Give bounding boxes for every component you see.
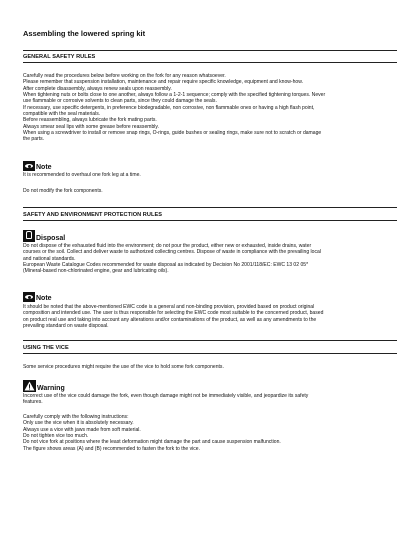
section-divider (23, 220, 397, 221)
eye-icon (23, 161, 35, 171)
text-line: and national standards. (23, 255, 76, 262)
text-line: (Mineral-based non-chlorinated engine, gear and lubricating oils). (23, 268, 169, 275)
text-line: Only use the vice when it is absolutely necessary. (23, 420, 134, 427)
text-line: Please remember that suspension installation, maintenance and repair require specific knowledge, equipment and know-how. (23, 79, 303, 86)
note-label: Note (36, 295, 52, 302)
text-line: Some service procedures might require the use of the vice to hold some fork components. (23, 364, 224, 370)
warning-callout (23, 380, 65, 392)
text-line: It should be noted that the above-mentioned EWC code is a general and non-binding provision, provided based on product original (23, 304, 315, 310)
text-line: prevailing standard on waste disposal. (23, 323, 109, 330)
text-line: features. (23, 399, 43, 406)
warning-triangle-icon (23, 380, 36, 392)
general-safety-text (23, 73, 399, 143)
text-line: When using a screwdriver to install or remove snap rings, O-rings, guide bushes or sealing rings, make sure not to scratch or damage (23, 130, 322, 137)
text-line: Always use a vice with jaws made from soft material. (23, 426, 141, 433)
page-title: Assembling the lowered spring kit (23, 29, 146, 38)
text-line: Carefully read the procedures below before working on the fork for any reason whatsoever. (23, 73, 226, 79)
text-line: After complete disassembly, always renew seals upon reassembly. (23, 85, 172, 92)
text-line: use flammable or corrosive solvents to clean parts, since they could damage the seals. (23, 98, 217, 105)
vice-intro-text (23, 364, 399, 370)
text-line: Carefully comply with the following instructions: (23, 414, 129, 420)
eye-icon (23, 292, 35, 302)
text-line: The figure shows areas (A) and (B) recommended to fasten the fork to the vice. (23, 445, 201, 452)
note-text (23, 172, 399, 178)
section-divider (23, 353, 397, 354)
text-line: Before reassembling, always lubricate the fork mating parts. (23, 117, 157, 124)
text-line: compatible with the seal materials. (23, 111, 101, 118)
section-divider (23, 62, 397, 63)
text-line: composition and intended use. The user is thus responsible for selecting the EWC code most suitable to the concerned product, based (23, 310, 324, 317)
text-line: If necessary, use specific detergents, in preference biodegradable, non corrosive, non flammable ones or having a high flash point, (23, 104, 315, 111)
warning-label: Warning (37, 385, 65, 392)
text-line: Always smear seal lips with some grease before reassembly. (23, 123, 159, 130)
text-line: courses or the soil. Collect and deliver waste to authorized collecting centres. Dispose of waste in compliance with the prevailing local (23, 249, 321, 256)
disposal-text (23, 243, 399, 275)
text-line: Do not dispose of the exhausted fluid into the environment; do not pour the product, either new or exhausted, inside drains, water (23, 243, 312, 249)
text-line: Incorrect use of the vice could damage the fork, even though damage might not be immediately visible, and jeopardize its safety (23, 393, 309, 399)
text-line: European Waste Catalogue Codes recommended for waste disposal as indicated by Decision No 2001/118/EC: EWC 13 02 05* (23, 262, 309, 269)
text-line: the parts. (23, 136, 45, 143)
text-line: on product real use and taking into account any alterations and/or contaminations of the product, as well as any amendments to the (23, 316, 317, 323)
warning-text (23, 393, 399, 406)
section-heading-general: GENERAL SAFETY RULES (23, 54, 96, 60)
section-heading-environment: SAFETY AND ENVIRONMENT PROTECTION RULES (23, 212, 163, 218)
recycle-hand-icon (23, 230, 35, 242)
text-line: When tightening nuts or bolts close to one another, always follow a 1-2-1 sequence; comply with the specified tightening torques. Never (23, 92, 326, 99)
note-callout (23, 161, 52, 171)
disposal-label: Disposal (36, 235, 66, 242)
text-line: It is recommended to overhaul one fork leg at a time. (23, 172, 141, 178)
text-line: Do not vice fork at positions where the least deformation might damage the part and cause suspension malfunction. (23, 439, 281, 446)
section-heading-vice: USING THE VICE (23, 345, 69, 351)
section-divider (23, 340, 397, 352)
note-label: Note (36, 164, 52, 171)
note-text (23, 304, 399, 329)
general-extra-text (23, 188, 399, 194)
text-line: Do not tighten vice too much. (23, 433, 89, 440)
vice-instructions-text (23, 414, 399, 452)
text-line: Do not modify the fork components. (23, 188, 103, 194)
disposal-callout (23, 230, 65, 242)
note-callout (23, 292, 52, 302)
